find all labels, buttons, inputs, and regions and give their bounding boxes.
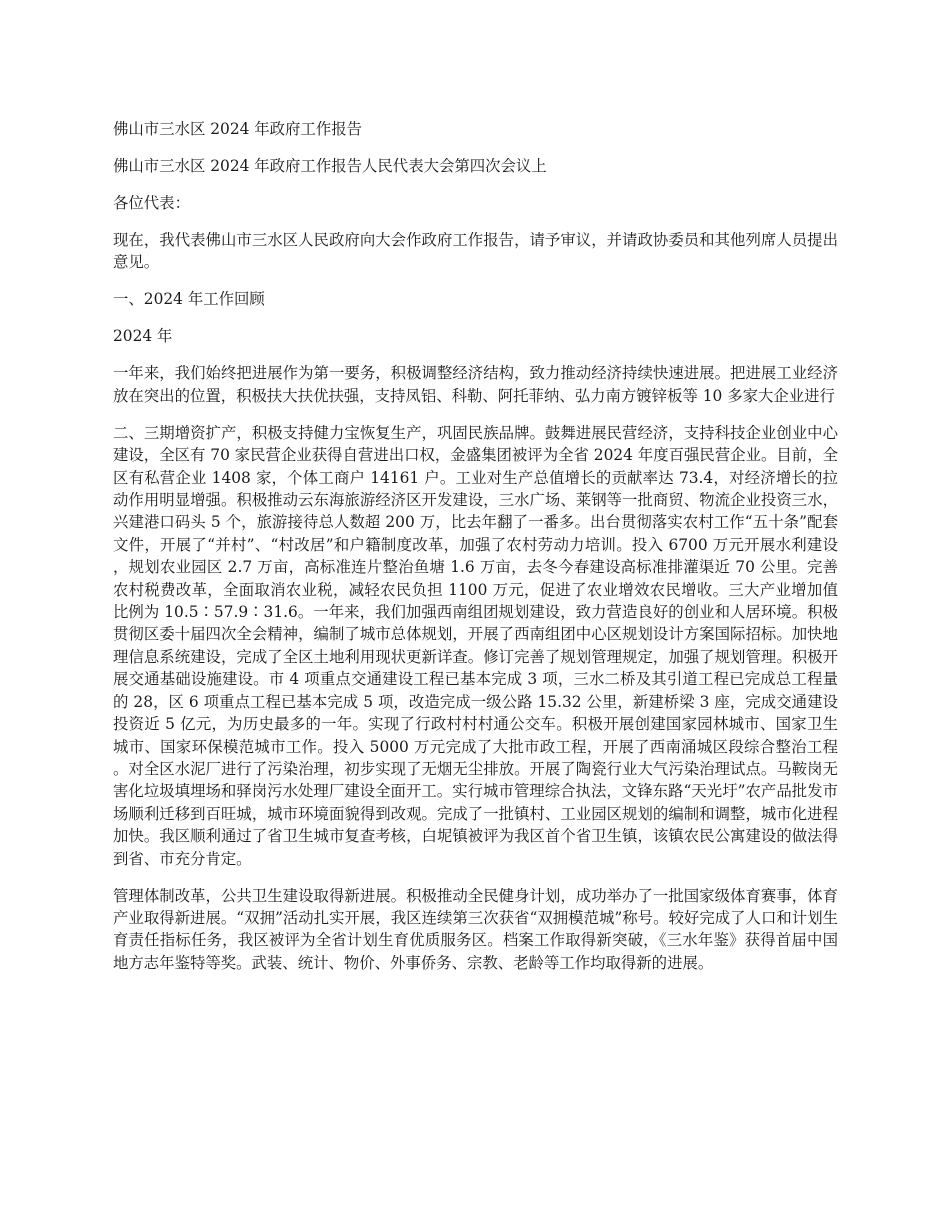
- section-heading: 一、2024 年工作回顾: [113, 290, 265, 309]
- document-subtitle: 佛山市三水区 2024 年政府工作报告人民代表大会第四次会议上: [113, 157, 547, 175]
- body-paragraph-3: 管理体制改革，公共卫生建设取得新进展。积极推动全民健身计划，成功举办了一批国家级体育赛事，体育产业取得新进展。“双拥”活动扎实开展，我区连续第三次获省“双拥模范城”称号。较好完成了人口和计划生育责任指标任务，我区被评为全省计划生育优质服务区。档案工作取得新突破，《三水年鉴》获得首届中国地方志年鉴特等奖。武装、统计、物价、外事侨务、宗教、老龄等工作均取得新的进展。: [113, 886, 838, 972]
- body-paragraph-1: 一年来，我们始终把进展作为第一要务，积极调整经济结构，致力推动经济持续快速进展。把进展工业经济放在突出的位置，积极扶大扶优扶强，支持凤铝、科勒、阿托菲纳、弘力南方镀锌板等 10 多家大企业进行: [113, 364, 838, 405]
- document-page: [113, 118, 838, 989]
- document-title: 佛山市三水区 2024 年政府工作报告: [113, 120, 363, 138]
- body-paragraph-2: 二、三期增资扩产，积极支持健力宝恢复生产，巩固民族品牌。鼓舞进展民营经济，支持科技企业创业中心建设，全区有 70 家民营企业获得自营进出口权，金盛集团被评为全省 2024 年度百强民营企业。目前，全区有私营企业 1408 家，个体工商户 14161 户。工业对生产总值增长的贡献率达 73.4，对经济增长的拉动作用明显增强。积极推动云东海旅游经济区开发建设，三水广场、莱钢等一批商贸、物流企业投资三水，兴建港口码头 5 个，旅游接待总人数超 200 万，比去年翻了一番多。出台贯彻落实农村工作“五十条”配套文件，开展了“并村”、“村改居”和户籍制度改革，加强了农村劳动力培训。投入 6700 万元开展水利建设，规划农业园区 2.7 万亩，高标准连片整治鱼塘 1.6 万亩，去冬今春建设高标准排灌渠近 70 公里。完善农村税费改革，全面取消农业税，减轻农民负担 1100 万元，促进了农业增效农民增收。三大产业增加值比例为 10.5∶57.9∶31.6。一年来，我们加强西南组团规划建设，致力营造良好的创业和人居环境。积极贯彻区委十届四次全会精神，编制了城市总体规划，开展了西南组团中心区规划设计方案国际招标。加快地理信息系统建设，完成了全区土地利用现状更新详查。修订完善了规划管理规定，加强了规划管理。积极开展交通基础设施建设。市 4 项重点交通建设工程已基本完成 3 项，三水二桥及其引道工程已完成总工程量的 28，区 6 项重点工程已基本完成 5 项，改造完成一级公路 15.32 公里，新建桥梁 3 座，完成交通建设投资近 5 亿元，为历史最多的一年。实现了行政村村村通公交车。积极开展创建国家园林城市、国家卫生城市、国家环保模范城市工作。投入 5000 万元完成了大批市政工程，开展了西南涌城区段综合整治工程。对全区水泥厂进行了污染治理，初步实现了无烟无尘排放。开展了陶瓷行业大气污染治理试点。马鞍岗无害化垃圾填埋场和驿岗污水处理厂建设全面开工。实行城市管理综合执法，文锋东路“天光圩”农产品批发市场顺利迁移到百旺城，城市环境面貌得到改观。完成了一批镇村、工业园区规划的编制和调整，城市化进程加快。我区顺利通过了省卫生城市复查考核，白坭镇被评为我区首个省卫生镇，该镇农民公寓建设的做法得到省、市充分肯定。: [113, 423, 838, 868]
- year-heading: 2024 年: [113, 327, 173, 346]
- intro-paragraph: 现在，我代表佛山市三水区人民政府向大会作政府工作报告，请予审议，并请政协委员和其他列席人员提出意见。: [113, 231, 838, 272]
- salutation: 各位代表：: [113, 194, 190, 212]
